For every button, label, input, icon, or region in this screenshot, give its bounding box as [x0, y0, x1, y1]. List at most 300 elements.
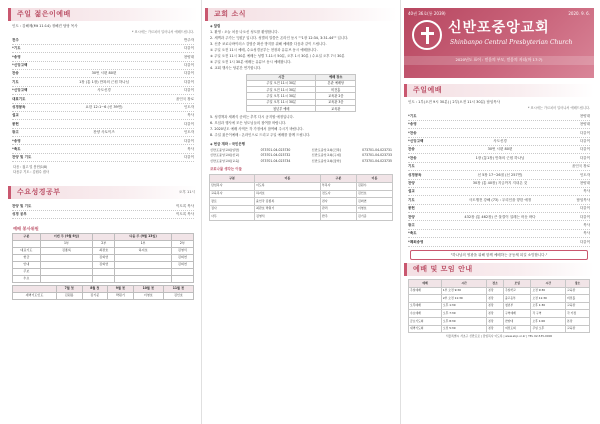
row-person: 다같이 — [579, 130, 590, 135]
row-label: *기도 — [12, 46, 21, 51]
table-header-cell: 11월 첫 — [163, 286, 193, 293]
offering-accounts — [205, 148, 397, 163]
section-header — [8, 8, 198, 21]
account-field: 신반포중앙교회(일반) — [210, 147, 240, 152]
section-title: 예배 및 모임 안내 — [413, 265, 473, 273]
table-row — [210, 182, 393, 190]
row-content: 30번 시편 80편 — [487, 147, 513, 152]
table-cell: 본당 — [487, 310, 504, 318]
table-header-cell: 9월 첫 — [108, 286, 134, 293]
row-label: *송영 — [408, 122, 417, 127]
table-cell: 주일 오후 11시 30분 — [247, 93, 316, 99]
row-person: 다같이 — [579, 214, 590, 219]
section-time: 오후 11시 — [178, 190, 195, 195]
table-cell — [93, 269, 115, 276]
table-header-cell: 이름 — [356, 175, 392, 183]
table-cell: 금요기도회 — [409, 317, 442, 325]
account-row — [210, 153, 392, 157]
row-content: 30장 (통 40장) 지금까지 지내온 것 — [472, 181, 528, 185]
row-person: 다같이 — [183, 138, 194, 143]
row-person: 다같이 — [183, 155, 194, 160]
table-cell: 주일예배 — [409, 287, 442, 295]
table-cell: 본당 — [487, 325, 504, 333]
row-label: 찬양 — [408, 214, 415, 219]
table-row — [13, 262, 194, 269]
section-header — [404, 84, 594, 97]
table-cell: 김외연 — [356, 198, 392, 206]
account-field: 신반포중앙교회(교육) — [210, 158, 240, 163]
table-cell: 본당 — [487, 302, 504, 310]
table-cell — [115, 276, 171, 283]
row-label: 찬양 및 기도 — [12, 203, 32, 208]
service-row — [408, 112, 590, 120]
service-row — [408, 129, 590, 137]
staff-title: 코로나를 생각는 이들 — [210, 167, 242, 172]
table-cell: 김외연 — [93, 255, 115, 262]
row-content: 30번 시편 80편 — [91, 71, 117, 76]
table-cell: 오후 7:30 — [441, 310, 486, 318]
service-row — [12, 87, 194, 95]
column-divider — [400, 0, 401, 424]
row-content: 1장 (통1장) 만복의 근원 하나님 — [475, 155, 525, 160]
notice-item: ② 주일 오전 11시 30분 예배는 성별 7-11시 50분, 오후 1시 30분 / 수요일 오후 7시 30분 — [210, 53, 345, 58]
table-cell: 집사 — [210, 205, 255, 213]
table-cell: 본당 — [487, 287, 504, 295]
notice-item: 1. 환영 : 오늘 처음 나오신 성도를 환영합니다. — [210, 29, 279, 34]
table-cell: 김원수 — [356, 182, 392, 190]
volume-number: 40권 36호(통 2039) — [408, 11, 446, 16]
table-cell: 주일 오전 11시 30분 — [247, 87, 316, 93]
table-header-row — [13, 234, 194, 241]
service-row — [408, 188, 590, 196]
table-cell: 김인호 — [356, 190, 392, 198]
row-label: 광고 — [12, 130, 19, 135]
service-row — [408, 154, 590, 162]
row-label: 기도 — [12, 79, 19, 84]
table-cell: 새벽기도회 — [409, 325, 442, 333]
row-person: 다같이 — [183, 88, 194, 93]
table-cell: 오전 5:30 — [441, 325, 486, 333]
table-cell — [115, 262, 171, 269]
account-field: 073701-04-023732 — [260, 153, 291, 158]
table-cell — [93, 276, 115, 283]
church-footer: 서울특별시 서초구 신반포로 | 담임목사 이도록 | www.sbjc.or.kr | TEL 02-535-0000 — [445, 334, 553, 339]
service-row — [12, 145, 194, 153]
table-row — [13, 276, 194, 283]
row-label: *찬송 — [408, 155, 417, 160]
section-header — [205, 8, 397, 21]
table-header-cell: 7월 첫 — [56, 286, 82, 293]
notice-item: 8. 주일 젊은이예배 : 온라인으로 드리고 주일 예배를 함께 드립니다. — [210, 133, 311, 138]
table-header-cell — [13, 286, 57, 293]
row-person: 다같이 — [579, 147, 590, 152]
cover-banner — [404, 8, 594, 78]
table-row — [409, 287, 590, 295]
table-cell: 수요예배 — [409, 310, 442, 318]
table-cell: 여전도회 — [503, 325, 531, 333]
table-cell: 청년부 — [503, 302, 531, 310]
table-cell: 본관 예배당 — [316, 80, 356, 86]
table-cell: 김인호 — [163, 293, 193, 300]
account-field: 신반포중앙교회(구제) — [311, 153, 341, 158]
notice-item: 6. 모임과 행사에 모든 성도님들의 참여를 바랍니다. — [210, 121, 287, 126]
table-cell: 중고등부 — [503, 295, 531, 303]
table-cell: 교육관 2층 — [316, 93, 356, 99]
table-cell: 장로 — [210, 198, 255, 206]
table-cell: 비전홀 — [316, 87, 356, 93]
staff-table — [209, 174, 393, 221]
table-cell — [40, 269, 92, 276]
row-content: 432장 (통 462장) 큰 물결이 설레는 어둔 바다 — [464, 214, 536, 219]
row-person: 찬양대 — [183, 54, 194, 59]
row-person: 찬양대 — [579, 122, 590, 127]
table-cell: 오후 1:00 — [531, 317, 566, 325]
row-label: 전주 — [12, 37, 19, 42]
table-cell: 김외연 — [171, 255, 193, 262]
row-person: 다같이 — [579, 206, 590, 211]
footnote: 다음주 기도 : 김원수 집사 — [13, 170, 49, 175]
row-person: 인도자 — [183, 105, 194, 109]
row-label: 찬송 — [408, 147, 415, 152]
notice-item: 2. 새벽과 주가는 "[원]" 입니다. 성별의 말씀은 온라인 동시 ""1장 12:34, 3:31-44"" 입니다. — [210, 35, 349, 40]
table-row — [13, 255, 194, 262]
table-cell: 주일 오전 11시 30분 — [247, 80, 316, 86]
service-row — [408, 121, 590, 129]
table-cell: 김종록 — [40, 248, 92, 255]
row-label: 성경봉독 — [408, 172, 422, 177]
bulletin-date: 2020. 9. 6. — [568, 11, 590, 16]
row-label: *폐회송영 — [408, 239, 424, 244]
row-person: 목사 — [187, 113, 194, 118]
table-row — [13, 269, 194, 276]
notice-item: 3. 신종 코로나바이러스 감염증 확산 방지를 위해 예배를 다음과 같이 드립니다. — [210, 41, 327, 46]
church-logo-icon — [412, 20, 442, 50]
table-cell: 새벽기도인도 — [13, 293, 57, 300]
order-of-service — [404, 112, 594, 246]
table-row — [210, 198, 393, 206]
table-cell: 김외연 — [171, 262, 193, 269]
table-cell: 찬양대 — [503, 317, 531, 325]
notice-item: 7. 2020년도 예배 사역은 각 가정에서 참여해 주시기 바랍니다. — [210, 127, 304, 132]
table-cell: 본당 — [487, 317, 504, 325]
table-cell — [171, 276, 193, 283]
row-person: 다같이 — [183, 71, 194, 76]
table-cell — [40, 262, 92, 269]
monthly-volunteer-table — [12, 285, 194, 300]
service-row — [12, 129, 194, 137]
row-person: 목사 — [583, 222, 590, 227]
service-row — [12, 211, 194, 219]
table-cell: 오전 11:30 — [531, 295, 566, 303]
table-cell: 교육관 — [566, 302, 590, 310]
account-field: 신반포중앙교회(장학) — [311, 158, 341, 163]
row-person: 목사 — [583, 189, 590, 194]
row-content: 신 5장 17~26절 (신 257면) — [477, 172, 523, 177]
table-cell: 전도사 — [320, 190, 356, 198]
section-title: 수요성경공부 — [17, 188, 61, 197]
service-row — [408, 196, 590, 204]
account-field: 073701-04-023731 — [362, 147, 392, 152]
notice-item: 4. 교회 행사는 당분간 연기합니다. — [210, 65, 262, 70]
standing-note: * 표시에는 가르치어 일어나서 예배드립니다. — [527, 106, 590, 111]
table-cell: 김원용 — [56, 293, 82, 300]
standing-note: * 표시에는 가르치어 일어나서 예배드립니다. — [131, 30, 194, 35]
column-divider — [201, 0, 202, 424]
table-row — [409, 325, 590, 333]
section-title: 예배 봉사위원 — [13, 226, 39, 232]
table-cell — [40, 276, 92, 283]
row-label: 봉헌 — [408, 206, 415, 211]
service-row — [12, 112, 194, 120]
row-content: 요한 12:1~6 (신 39면) — [85, 105, 123, 109]
table-cell: 교육관 — [566, 325, 590, 333]
account-row — [210, 148, 392, 152]
account-field: 신반포중앙교회(건축) — [311, 147, 341, 152]
service-row — [408, 221, 590, 229]
account-row — [210, 159, 392, 163]
row-label: *송영 — [12, 138, 21, 143]
table-cell: 오후예배 — [409, 302, 442, 310]
table-cell: 1부 — [40, 241, 92, 248]
table-cell: 이영호 — [133, 293, 163, 300]
row-label: 찬양 — [408, 181, 415, 185]
row-label: 대표기도 — [12, 96, 26, 101]
table-cell: 2부 — [171, 241, 193, 248]
table-cell: 박원기 — [108, 293, 134, 300]
table-header-cell: 예배 — [409, 280, 442, 288]
row-label: *송영 — [12, 54, 21, 59]
table-header-cell: 시간 — [441, 280, 486, 288]
notice-list — [205, 30, 397, 71]
table-cell: 주일 오후 11시 30분 — [247, 99, 316, 105]
table-cell: 교육관 — [566, 287, 590, 295]
bible-study-order — [8, 202, 198, 219]
table-header-cell: 10월 첫 — [133, 286, 163, 293]
table-cell: 김외연 — [93, 262, 115, 269]
service-row — [12, 70, 194, 78]
service-row — [408, 171, 590, 179]
left-column — [8, 0, 198, 424]
table-cell: 이영호 — [356, 205, 392, 213]
table-cell: 교육관 — [316, 105, 356, 111]
table-row — [13, 293, 194, 300]
table-cell: 비전홀 — [566, 295, 590, 303]
table-header-cell: 시간 — [247, 74, 316, 80]
table-header-cell: 시간 — [531, 280, 566, 288]
table-header-cell: 구분 — [13, 234, 41, 241]
service-leader-line: 인도 : 1부(오전 9시 30분) | 2부(오전 11시 30분) 담임목사 — [408, 100, 500, 104]
table-row — [210, 190, 393, 198]
table-cell: 각 구역 — [531, 310, 566, 318]
notice-item: 5. 성경책과 세례식 준비는 추후 다시 공지할 예정입니다. — [210, 115, 294, 120]
table-cell: 구역예배 — [503, 310, 531, 318]
service-row — [408, 138, 590, 146]
row-label: 설교 — [12, 113, 19, 118]
table-cell — [13, 241, 41, 248]
table-row — [13, 241, 194, 248]
church-name-korean: 신반포중앙교회 — [448, 20, 550, 36]
table-row — [210, 205, 393, 213]
service-row — [408, 230, 590, 238]
row-content: 찬양 사토이즈 — [93, 130, 115, 135]
table-cell: 부목사 — [320, 182, 356, 190]
row-label: 설교 — [408, 189, 415, 194]
service-row — [12, 95, 194, 103]
row-person: 담임목사 — [576, 197, 590, 202]
table-cell: 최관호 박원기 — [255, 205, 321, 213]
row-person: 윤인국 장로 — [175, 96, 194, 101]
row-person: 이도록 목사 — [175, 212, 194, 217]
row-person: 찬양대 — [579, 113, 590, 118]
row-label: *기도 — [408, 113, 417, 118]
row-person: 이도록 목사 — [175, 203, 194, 208]
table-row — [247, 105, 356, 111]
table-cell: 수요 — [13, 276, 41, 283]
table-cell: 교육목사 — [210, 190, 255, 198]
notice-list-continued — [205, 115, 397, 138]
table-cell: 하지호 — [115, 248, 171, 255]
order-of-service — [8, 36, 198, 162]
row-label: *신앙고백 — [12, 63, 28, 68]
row-content: 1장 (통 1장) 만복의 근원 하나님 — [79, 79, 129, 84]
service-row — [12, 78, 194, 86]
table-cell: 교육관 3층 — [316, 99, 356, 105]
row-label: 찬송 — [12, 71, 19, 76]
section-header — [404, 263, 594, 276]
table-cell: 하지호 — [255, 190, 321, 198]
row-label: *축도 — [12, 146, 21, 151]
account-field: 073701-04-023730 — [260, 147, 291, 152]
table-cell — [115, 269, 171, 276]
table-header-cell: 8월 첫 — [82, 286, 108, 293]
table-cell: 김영식 — [255, 213, 321, 221]
table-cell: 김영식 — [171, 248, 193, 255]
table-row — [409, 317, 590, 325]
table-cell — [409, 295, 442, 303]
notice-item: ① 주일 오전 11시 예배, 수요성경공부는 현장과 유튜브 동시 예배합니다. — [210, 47, 318, 52]
table-header-cell: 구분 — [210, 175, 255, 183]
table-header-cell: 장소 — [487, 280, 504, 288]
table-cell — [171, 269, 193, 276]
table-cell: 김기준 — [356, 213, 392, 221]
section-title: 주일 젊은이예배 — [17, 10, 71, 18]
table-header-row — [210, 175, 393, 183]
table-cell: 관리 — [320, 205, 356, 213]
annual-motto: 2020년도 표어 : 믿음의 부모, 믿음의 자녀(마 17:7) — [404, 56, 594, 65]
table-row — [13, 248, 194, 255]
service-row — [12, 36, 194, 44]
table-header-cell — [171, 234, 193, 241]
notice-item: ③ 주일 오전 1시 30분 예배는 유튜브 동시 예배합니다. — [210, 59, 292, 64]
table-cell: 대표기도 — [13, 248, 41, 255]
service-row — [12, 154, 194, 162]
table-row — [409, 302, 590, 310]
schedule-table — [408, 279, 590, 333]
row-person: 찬양대 — [579, 181, 590, 185]
table-cell — [115, 255, 171, 262]
table-cell: 2부 오전 11:30 — [441, 295, 486, 303]
table-cell: 담임목사 — [210, 182, 255, 190]
row-person: 다같이 — [183, 121, 194, 126]
row-label: *신앙고백 — [12, 88, 28, 93]
service-row — [408, 180, 590, 188]
service-row — [408, 213, 590, 221]
table-cell: 김기준 — [82, 293, 108, 300]
section-header — [8, 186, 198, 199]
table-cell — [40, 255, 92, 262]
right-column — [404, 0, 594, 424]
account-field: 신반포중앙교회(선교) — [210, 153, 240, 158]
table-cell: 헌금 — [13, 255, 41, 262]
table-cell: 2부 — [93, 241, 115, 248]
service-row — [12, 202, 194, 210]
table-cell: 오후 8:30 — [441, 317, 486, 325]
row-label: 광고 — [408, 222, 415, 227]
table-cell: 주보 — [13, 269, 41, 276]
table-header-cell: 모임 — [503, 280, 531, 288]
table-header-cell: 이번 주 (9월 6일) — [40, 234, 92, 241]
row-person: 다같이 — [183, 63, 194, 68]
table-cell: 본당 — [487, 295, 504, 303]
middle-column — [205, 0, 397, 424]
table-cell: 오후 1:30 — [441, 302, 486, 310]
row-label: *찬송 — [408, 130, 417, 135]
notice-heading: ◈ 알림 — [210, 24, 221, 28]
row-label: *신앙고백 — [408, 139, 424, 144]
row-label: 기도 — [408, 164, 415, 169]
table-cell: 안내 — [13, 262, 41, 269]
service-row — [408, 146, 590, 154]
table-header-cell: 다음 주 (9월 13일) — [115, 234, 171, 241]
table-cell: 주일학교 — [503, 287, 531, 295]
table-header-row — [13, 286, 194, 293]
service-leader-line: 인도 : 김해제(Mt 11:14) 정해진 담당 목사 — [12, 24, 78, 28]
row-content: 사도신경 — [493, 139, 507, 144]
row-label: 성경 공부 — [12, 212, 27, 217]
row-person: 인도자 — [183, 130, 194, 135]
vision-quote: "하나님의 영광을 위해 함께 예배하는 공동체 되길 소망합니다." — [410, 250, 588, 260]
table-header-cell: 예배 장소 — [316, 74, 356, 80]
row-person: 목사 — [187, 146, 194, 151]
service-row — [408, 238, 590, 246]
table-cell: 청년부 예배 — [247, 105, 316, 111]
table-row — [409, 310, 590, 318]
worship-location-table — [246, 74, 356, 113]
account-field: 073701-04-023735 — [362, 158, 392, 163]
service-row — [12, 45, 194, 53]
section-title: 교회 소식 — [214, 10, 246, 18]
service-row — [12, 120, 194, 128]
footnote: 다음 : 젊고 및 봉헌(1/8) — [13, 165, 48, 170]
table-cell: 각 가정 — [566, 310, 590, 318]
section-title: 주일예배 — [413, 86, 443, 94]
table-header-cell: 이름 — [255, 175, 321, 183]
table-header-cell — [93, 234, 115, 241]
row-content: 사도신경 — [97, 88, 111, 93]
table-cell: 본당 — [566, 317, 590, 325]
service-row — [12, 62, 194, 70]
row-person: 다같이 — [579, 155, 590, 160]
table-cell: 사무 — [210, 213, 255, 221]
table-cell: 오전 9:30 — [531, 287, 566, 295]
row-person: 반주자 — [183, 37, 194, 42]
table-row — [210, 213, 393, 221]
row-person: 인도자 — [579, 172, 590, 177]
row-label: 봉헌 — [12, 121, 19, 126]
volunteer-table — [12, 233, 194, 283]
row-person: 다같이 — [183, 46, 194, 51]
service-row — [12, 104, 194, 112]
